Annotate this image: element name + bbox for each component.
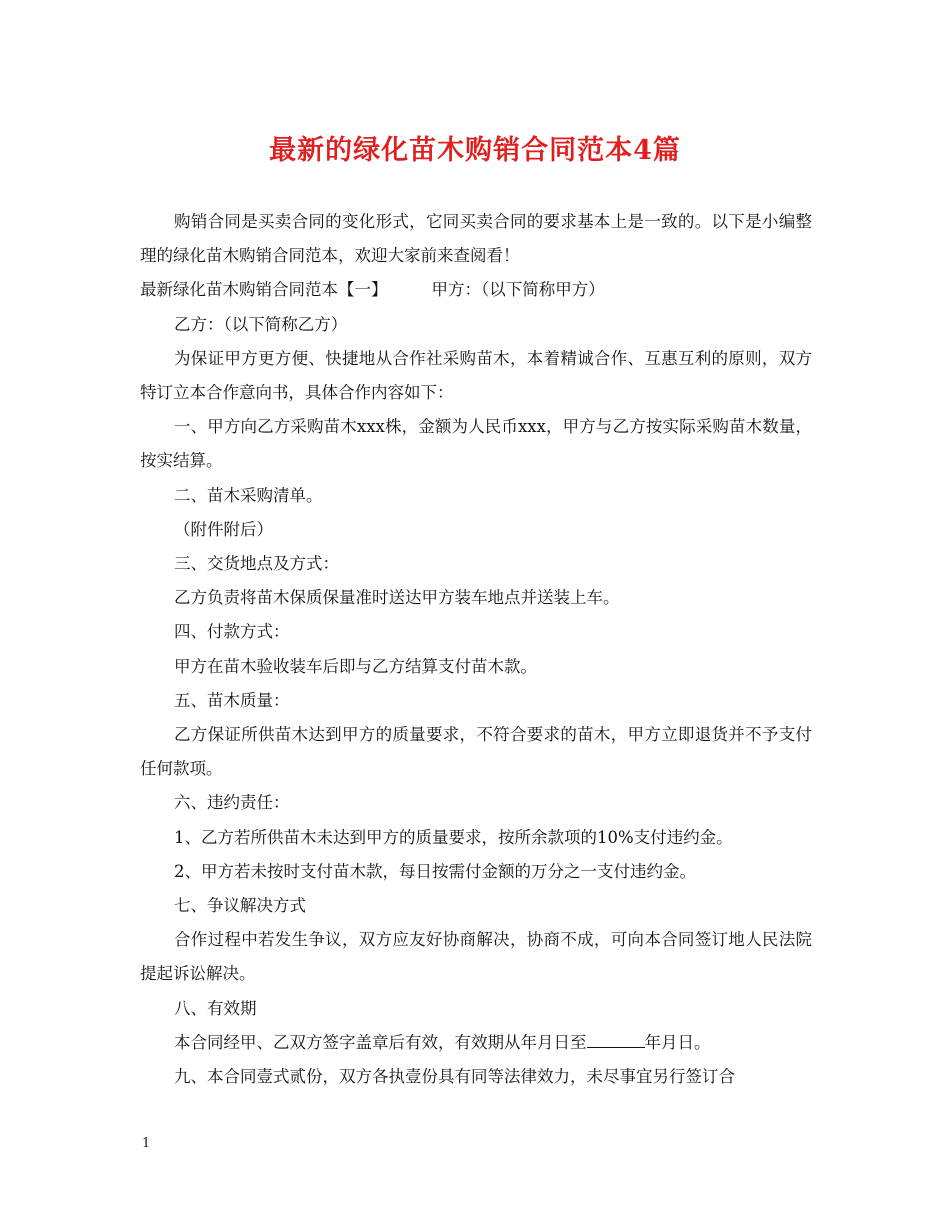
clause-3-heading: 三、交货地点及方式： — [174, 554, 339, 574]
clause-6-heading: 六、违约责任： — [174, 793, 290, 813]
clause-4-text: 甲方在苗木验收装车后即与乙方结算支付苗木款。 — [174, 656, 537, 676]
clause-9: 九、本合同壹式贰份，双方各执壹份具有同等法律效力，未尽事宜另行签订合 — [174, 1067, 735, 1087]
intro-paragraph: 购销合同是买卖合同的变化形式，它同买卖合同的要求基本上是一致的。以下是小编整理的绿化苗木购销合同范本，欢迎大家前来查阅看！ — [140, 212, 812, 266]
clause-1: 一、甲方向乙方采购苗木xxx株，金额为人民币xxx，甲方与乙方按实际采购苗木数量，按实结算。 — [140, 417, 812, 471]
preamble-paragraph: 为保证甲方更方便、快捷地从合作社采购苗木，本着精诚合作、互惠互利的原则，双方特订立本合作意向书，具体合作内容如下： — [140, 348, 812, 403]
clause-4-heading: 四、付款方式： — [174, 622, 290, 642]
document-title: 最新的绿化苗木购销合同范本4篇 — [269, 135, 681, 166]
clause-6-item-2: 2、甲方若未按时支付苗木款，每日按需付金额的万分之一支付违约金。 — [174, 861, 696, 881]
clause-8-text-end: 年月日。 — [644, 1032, 711, 1052]
clause-2-note: （附件附后） — [174, 519, 273, 539]
clause-7-heading: 七、争议解决方式 — [174, 896, 306, 916]
date-blank-line — [587, 1033, 645, 1048]
party-a: 甲方：（以下简称甲方） — [431, 280, 605, 300]
section-heading: 最新绿化苗木购销合同范本【一】 — [140, 280, 388, 300]
clause-5-text: 乙方保证所供苗木达到甲方的质量要求，不符合要求的苗木，甲方立即退货并不予支付任何款项。 — [140, 725, 812, 779]
document-body — [140, 205, 812, 1094]
clause-8-text — [140, 1026, 812, 1060]
clause-3-text: 乙方负责将苗木保质保量准时送达甲方装车地点并送装上车。 — [174, 588, 620, 608]
page-number: 1 — [142, 1136, 151, 1151]
clause-8-text-start: 本合同经甲、乙双方签字盖章后有效，有效期从年月日至 — [174, 1032, 587, 1052]
party-b: 乙方：（以下简称乙方） — [174, 314, 348, 334]
clause-8-heading: 八、有效期 — [174, 998, 257, 1018]
section-heading-line — [140, 273, 812, 307]
clause-2-heading: 二、苗木采购清单。 — [174, 485, 323, 505]
clause-6-item-1: 1、乙方若所供苗木未达到甲方的质量要求，按所余款项的10%支付违约金。 — [174, 827, 733, 847]
clause-7-text: 合作过程中若发生争议，双方应友好协商解决，协商不成，可向本合同签订地人民法院提起诉讼解决。 — [140, 930, 812, 984]
clause-5-heading: 五、苗木质量： — [174, 690, 290, 710]
